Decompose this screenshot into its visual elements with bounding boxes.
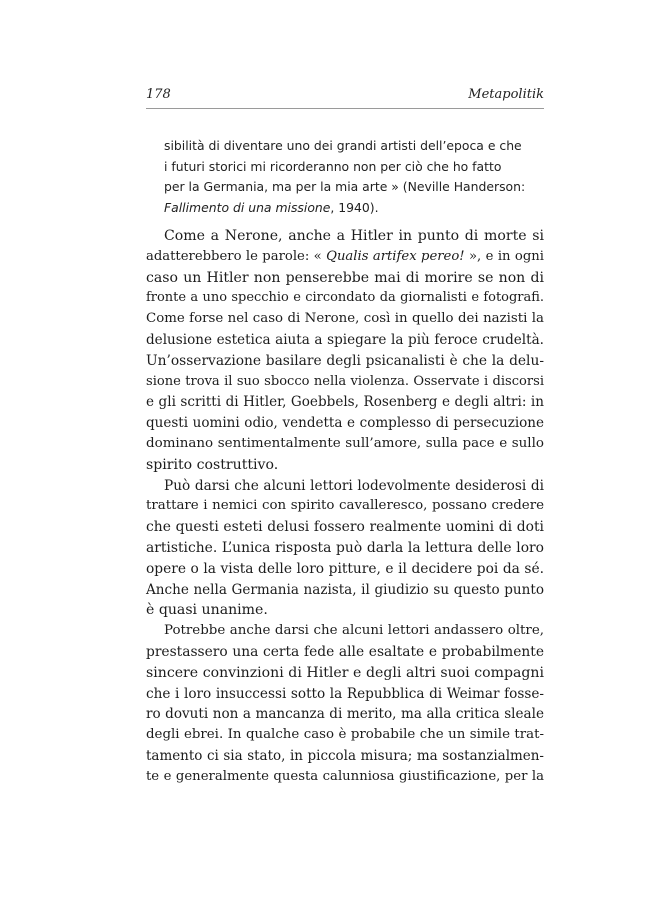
body-line: è quasi unanime. — [146, 602, 268, 619]
quote-line: per la Germania, ma per la mia arte » (Neville Handerson: — [164, 179, 526, 195]
body-line: Anche nella Germania nazista, il giudizio su questo punto — [146, 581, 544, 598]
body-line: Potrebbe anche darsi che alcuni lettori andassero oltre, — [164, 623, 544, 639]
latin-quote: Qualis artifex pereo! — [326, 248, 465, 264]
body-line: fronte a uno specchio e circondato da giornalisti e fotografi. — [146, 290, 544, 306]
body-line: che i loro insuccessi sotto la Repubblica di Weimar fosse- — [146, 685, 544, 702]
body-line: e gli scritti di Hitler, Goebbels, Rosenberg e degli altri: in — [146, 394, 544, 411]
body-line: Un’osservazione basilare degli psicanalisti è che la delu- — [146, 352, 544, 369]
body-line: Come forse nel caso di Nerone, così in quello dei nazisti la — [146, 311, 544, 327]
body-line: spirito costruttivo. — [146, 456, 279, 473]
quote-line: sibilità di diventare uno dei grandi artisti dell’epoca e che — [164, 138, 522, 153]
quote-line: i futuri storici mi ricorderanno non per ciò che ho fatto — [164, 158, 502, 174]
body-line: sione trova il suo sbocco nella violenza. Osservate i discorsi — [146, 373, 544, 389]
body-line: questi uomini odio, vendetta e complesso di persecuzione — [146, 415, 544, 432]
body-line — [146, 247, 544, 268]
body-line: artistiche. L’unica risposta può darla la lettura delle loro — [146, 539, 544, 556]
running-title: Metapolitik — [468, 87, 544, 102]
body-line: opere o la vista delle loro pitture, e il decidere poi da sé. — [146, 560, 544, 577]
page-number: 178 — [146, 87, 171, 102]
body-line: delusione estetica aiuta a spiegare la più feroce crudeltà. — [146, 331, 544, 348]
body-line: ro dovuti non a mancanza di merito, ma alla critica sleale — [146, 706, 544, 723]
body-line: tamento ci sia stato, in piccola misura; ma sostanzialmen- — [146, 747, 544, 764]
body-line: trattare i nemici con spirito cavalleresco, possano credere — [146, 498, 544, 514]
block-quote — [164, 136, 544, 219]
body-line: te e generalmente questa calunniosa giustificazione, per la — [146, 768, 544, 784]
body-line: Come a Nerone, anche a Hitler in punto di morte si — [164, 228, 544, 244]
running-header — [146, 87, 544, 102]
body-line: prestassero una certa fede alle esaltate e probabilmente — [146, 643, 544, 660]
cited-book-title: Fallimento di una missione — [164, 200, 331, 216]
body-line: Può darsi che alcuni lettori lodevolmente desiderosi di — [164, 477, 544, 494]
body-line: sincere convinzioni di Hitler e degli altri suoi compagni — [146, 664, 544, 681]
body-text — [146, 226, 544, 788]
quote-citation-line — [164, 198, 544, 219]
body-line: caso un Hitler non penserebbe mai di morire se non di — [146, 269, 544, 286]
body-line: che questi esteti delusi fossero realmente uomini di doti — [146, 519, 544, 536]
body-line: degli ebrei. In qualche caso è probabile che un simile trat- — [146, 727, 544, 743]
text-fragment: », e in ogni — [464, 248, 544, 264]
text-fragment: adatterebbero le parole: « — [146, 248, 327, 264]
body-line: dominano sentimentalmente sull’amore, sulla pace e sullo — [146, 435, 544, 451]
cited-book-year: , 1940). — [330, 200, 379, 216]
header-rule — [146, 108, 544, 109]
